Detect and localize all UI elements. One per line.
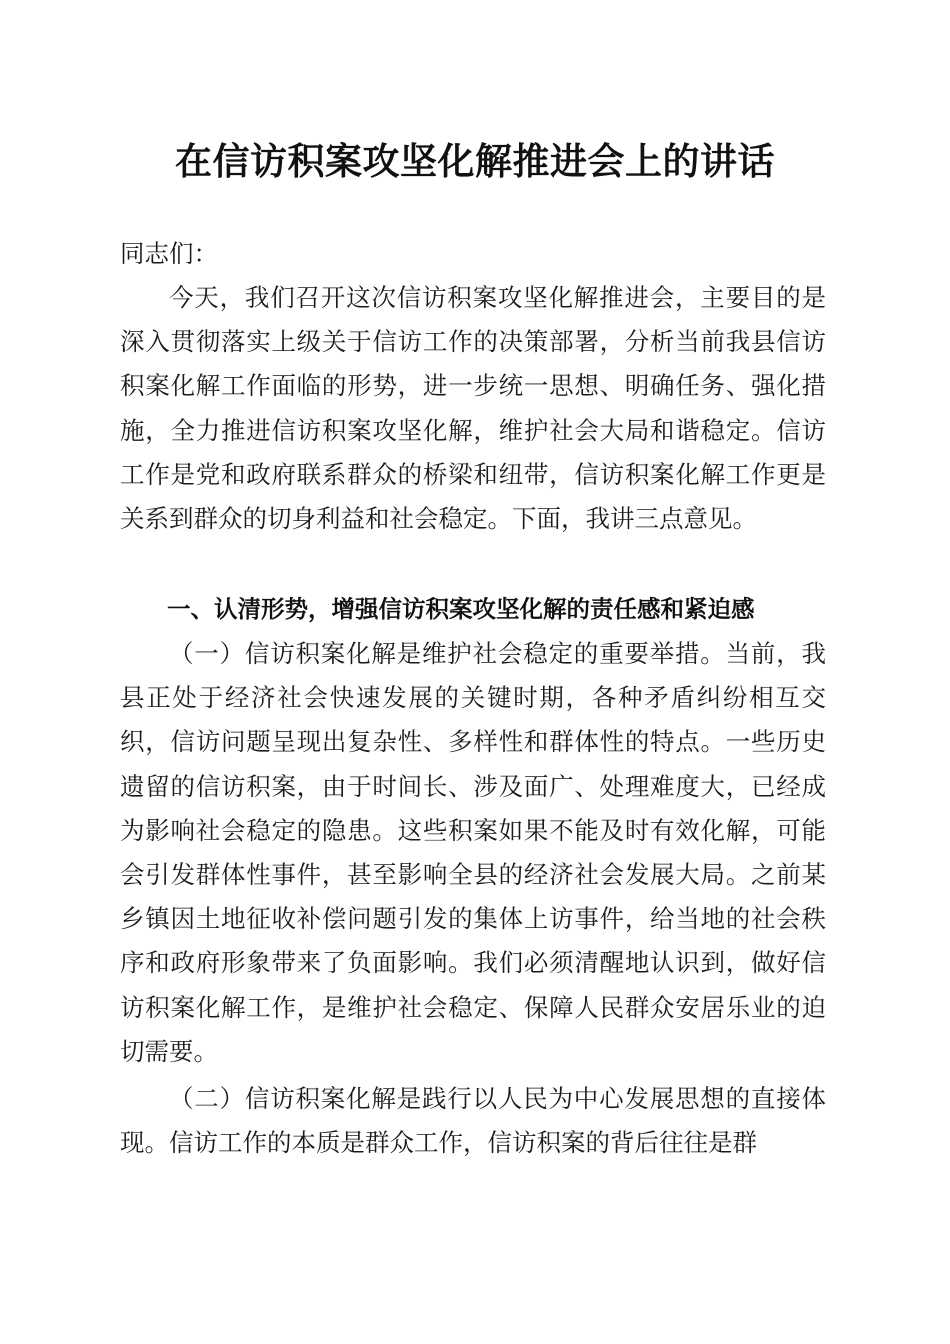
salutation: 同志们： [120, 239, 218, 268]
section-heading-1: 一、认清形势，增强信访积案攻坚化解的责任感和紧迫感 [167, 595, 755, 623]
paragraph-intro: 今天，我们召开这次信访积案攻坚化解推进会，主要目的是深入贯彻落实上级关于信访工作的决策部署，分析当前我县信访积案化解工作面临的形势，进一步统一思想、明确任务、强化措施，全力推进信访积案攻坚化解，维护社会大局和谐稳定。信访工作是党和政府联系群众的桥梁和纽带，信访积案化解工作更是关系到群众的切身利益和社会稳定。下面，我讲三点意见。 [120, 283, 826, 534]
paragraph-subsection-1: （一）信访积案化解是维护社会稳定的重要举措。当前，我县正处于经济社会快速发展的关键时期，各种矛盾纠纷相互交织，信访问题呈现出复杂性、多样性和群体性的特点。一些历史遗留的信访积案，由于时间长、涉及面广、处理难度大，已经成为影响社会稳定的隐患。这些积案如果不能及时有效化解，可能会引发群体性事件，甚至影响全县的经济社会发展大局。之前某乡镇因土地征收补偿问题引发的集体上访事件，给当地的社会秩序和政府形象带来了负面影响。我们必须清醒地认识到，做好信访积案化解工作，是维护社会稳定、保障人民群众安居乐业的迫切需要。 [120, 639, 826, 1066]
paragraph-subsection-2: （二）信访积案化解是践行以人民为中心发展思想的直接体现。信访工作的本质是群众工作，信访积案的背后往往是群 [120, 1084, 826, 1158]
document-title: 在信访积案攻坚化解推进会上的讲话 [175, 139, 775, 183]
